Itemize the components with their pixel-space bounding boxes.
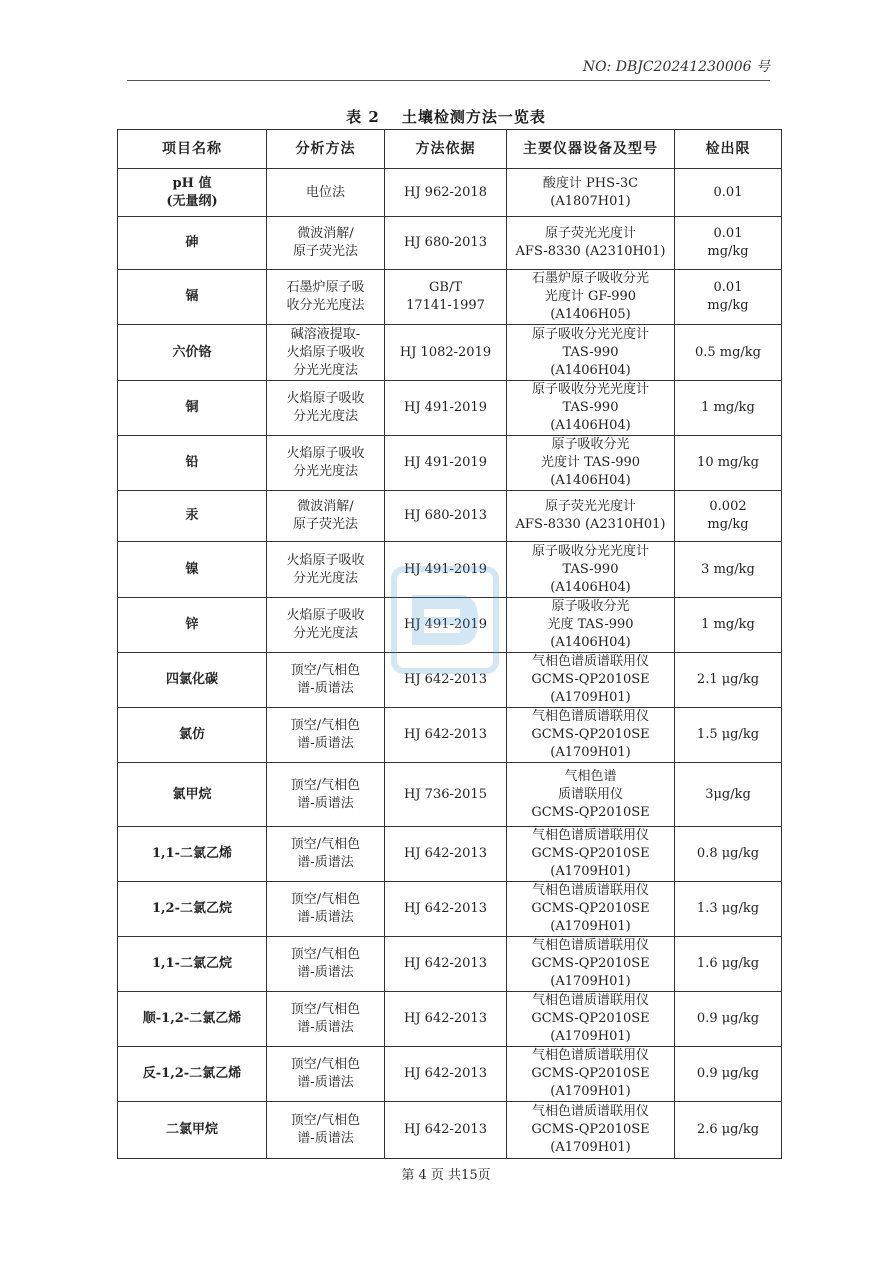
cell-line: AFS-8330 (A2310H01)	[515, 517, 666, 532]
cell-line: 0.01	[713, 184, 743, 200]
cell-line: 顶空/气相色	[290, 947, 361, 962]
cell-line: 气相色谱质谱联用仪	[531, 883, 649, 898]
item-name-cell	[118, 763, 267, 827]
cell-line: 电位法	[305, 184, 345, 200]
cell-line: HJ 491-2019	[404, 617, 487, 632]
cell-line: 六价铬	[172, 344, 212, 360]
item-name-cell	[118, 436, 267, 491]
item-name-cell	[118, 217, 267, 270]
table-title	[0, 106, 892, 127]
instrument-cell	[507, 491, 675, 542]
table-number: 表 2	[346, 108, 380, 126]
cell-line: GCMS-QP2010SE	[531, 846, 650, 861]
cell-line: (A1709H01)	[550, 919, 631, 934]
table-row	[118, 270, 782, 325]
cell-line: 原子吸收分光光度计	[531, 543, 649, 559]
cell-line: 火焰原子吸收	[286, 344, 365, 360]
cell-line: HJ 642-2013	[404, 1066, 487, 1081]
basis-cell	[385, 763, 507, 827]
basis-cell	[385, 169, 507, 217]
cell-line: mg/kg	[707, 517, 749, 532]
instrument-cell	[507, 381, 675, 436]
cell-line: 谱-质谱法	[297, 795, 354, 811]
cell-line: (A1709H01)	[550, 1029, 631, 1044]
table-row	[118, 491, 782, 542]
cell-line: 0.8 μg/kg	[696, 846, 760, 861]
instrument-cell	[507, 708, 675, 763]
instrument-cell	[507, 992, 675, 1047]
column-header: 主要仪器设备及型号	[507, 130, 675, 169]
column-header: 检出限	[675, 130, 782, 169]
cell-line: 3μg/kg	[705, 786, 751, 802]
cell-line: 石墨炉原子吸收分光	[531, 271, 649, 286]
cell-line: 1,1-二氯乙烯	[151, 846, 232, 861]
cell-line: GCMS-QP2010SE	[531, 901, 650, 916]
detection-limit-cell	[675, 653, 782, 708]
cell-line: 谱-质谱法	[297, 855, 354, 870]
cell-line: HJ 642-2013	[404, 1011, 487, 1026]
basis-cell	[385, 653, 507, 708]
cell-line: 气相色谱质谱联用仪	[531, 654, 649, 669]
cell-line: 石墨炉原子吸	[286, 280, 365, 295]
cell-line: 氯甲烷	[172, 786, 212, 802]
cell-line: (A1709H01)	[550, 745, 631, 760]
cell-line: 0.9 μg/kg	[696, 1066, 760, 1081]
page-footer: 第 4 页 共15页	[401, 1168, 491, 1183]
cell-line: TAS-990	[562, 561, 619, 577]
method-cell	[267, 491, 385, 542]
cell-line: 火焰原子吸收	[286, 391, 365, 406]
cell-line: 0.5 mg/kg	[694, 344, 762, 360]
cell-line: 谱-质谱法	[297, 1075, 354, 1090]
cell-line: 顶空/气相色	[290, 1113, 361, 1128]
cell-line: 分光光度法	[292, 362, 358, 378]
cell-line: (A1406H04)	[550, 473, 631, 488]
instrument-cell	[507, 169, 675, 217]
table-row	[118, 1102, 782, 1159]
method-cell	[267, 381, 385, 436]
cell-line: 气相色谱质谱联用仪	[531, 938, 649, 953]
method-cell	[267, 598, 385, 653]
method-cell	[267, 1047, 385, 1102]
instrument-cell	[507, 763, 675, 827]
cell-line: 气相色谱质谱联用仪	[531, 1048, 649, 1063]
detection-limit-cell	[675, 217, 782, 270]
cell-line: 气相色谱质谱联用仪	[531, 1104, 649, 1119]
table-header-row	[118, 130, 782, 169]
instrument-cell	[507, 598, 675, 653]
method-cell	[267, 992, 385, 1047]
item-name-cell	[118, 1102, 267, 1159]
detection-limit-cell	[675, 325, 782, 381]
cell-line: HJ 642-2013	[404, 1122, 487, 1137]
cell-line: HJ 642-2013	[404, 846, 487, 861]
table-row	[118, 763, 782, 827]
cell-line: HJ 491-2019	[404, 400, 487, 415]
detection-limit-cell	[675, 882, 782, 937]
cell-line: 二氯甲烷	[165, 1122, 218, 1137]
cell-line: GCMS-QP2010SE	[531, 956, 650, 971]
method-cell	[267, 882, 385, 937]
method-cell	[267, 1102, 385, 1159]
cell-line: 1.6 μg/kg	[696, 956, 760, 971]
cell-line: 10 mg/kg	[697, 455, 759, 470]
detection-limit-cell	[675, 598, 782, 653]
table-row	[118, 217, 782, 270]
cell-line: mg/kg	[707, 244, 749, 259]
cell-line: HJ 736-2015	[404, 786, 487, 802]
cell-line: 分光光度法	[292, 570, 358, 586]
cell-line: 原子荧光光度计	[544, 499, 636, 514]
table-row	[118, 882, 782, 937]
cell-line: mg/kg	[707, 298, 749, 313]
detection-limit-cell	[675, 270, 782, 325]
method-cell	[267, 827, 385, 882]
table-row	[118, 598, 782, 653]
basis-cell	[385, 542, 507, 598]
cell-line: 顶空/气相色	[290, 663, 361, 678]
detection-limit-cell	[675, 1102, 782, 1159]
cell-line: 原子吸收分光	[551, 599, 630, 614]
instrument-cell	[507, 542, 675, 598]
item-name-cell	[118, 381, 267, 436]
cell-line: 0.01	[713, 280, 743, 295]
basis-cell	[385, 882, 507, 937]
table-row	[118, 827, 782, 882]
cell-line: 铜	[185, 400, 199, 415]
cell-line: (A1406H04)	[550, 579, 631, 595]
detection-limit-cell	[675, 381, 782, 436]
cell-line: (A1709H01)	[550, 1084, 631, 1099]
instrument-cell	[507, 653, 675, 708]
cell-line: 火焰原子吸收	[286, 446, 365, 461]
cell-line: GCMS-QP2010SE	[531, 1066, 650, 1081]
cell-line: 质谱联用仪	[557, 786, 623, 802]
basis-cell	[385, 937, 507, 992]
cell-line: 顶空/气相色	[290, 718, 361, 733]
cell-line: 2.1 μg/kg	[696, 672, 760, 687]
cell-line: 0.9 μg/kg	[696, 1011, 760, 1026]
cell-line: 光度计 TAS-990	[540, 455, 641, 470]
basis-cell	[385, 1102, 507, 1159]
cell-line: GCMS-QP2010SE	[531, 1122, 650, 1137]
item-name-cell	[118, 1047, 267, 1102]
table-row	[118, 1047, 782, 1102]
cell-line: 谱-质谱法	[297, 736, 354, 751]
method-cell	[267, 325, 385, 381]
basis-cell	[385, 1047, 507, 1102]
basis-cell	[385, 827, 507, 882]
cell-line: HJ 642-2013	[404, 901, 487, 916]
cell-line: 顶空/气相色	[290, 837, 361, 852]
cell-line: 原子荧光光度计	[544, 226, 636, 241]
cell-line: 原子吸收分光光度计	[531, 326, 649, 342]
cell-line: 汞	[185, 508, 199, 523]
cell-line: 谱-质谱法	[297, 1131, 354, 1146]
detection-limit-cell	[675, 708, 782, 763]
basis-cell	[385, 598, 507, 653]
cell-line: TAS-990	[562, 344, 619, 360]
basis-cell	[385, 217, 507, 270]
cell-line: 0.01	[713, 226, 743, 241]
cell-line: (A1807H01)	[550, 193, 631, 209]
cell-line: 顶空/气相色	[290, 1002, 361, 1017]
detection-limit-cell	[675, 436, 782, 491]
instrument-cell	[507, 937, 675, 992]
detection-limit-cell	[675, 491, 782, 542]
cell-line: 原子吸收分光光度计	[531, 382, 649, 397]
basis-cell	[385, 270, 507, 325]
item-name-cell	[118, 542, 267, 598]
cell-line: 分光光度法	[292, 464, 358, 479]
cell-line: TAS-990	[562, 400, 619, 415]
header-divider	[127, 80, 770, 81]
cell-line: 0.002	[709, 499, 747, 514]
cell-line: HJ 491-2019	[404, 455, 487, 470]
cell-line: HJ 962-2018	[404, 184, 487, 200]
method-cell	[267, 169, 385, 217]
cell-line: AFS-8330 (A2310H01)	[515, 244, 666, 259]
basis-cell	[385, 708, 507, 763]
cell-line: 1 mg/kg	[701, 617, 755, 632]
cell-line: 1,2-二氯乙烷	[151, 901, 232, 916]
table-row	[118, 169, 782, 217]
cell-line: 顶空/气相色	[290, 892, 361, 907]
item-name-cell	[118, 325, 267, 381]
instrument-cell	[507, 1047, 675, 1102]
detection-limit-cell	[675, 937, 782, 992]
method-cell	[267, 708, 385, 763]
cell-line: 原子荧光法	[292, 517, 358, 532]
cell-line: 分光光度法	[292, 409, 358, 424]
cell-line: HJ 1082-2019	[399, 344, 492, 360]
item-name-cell	[118, 708, 267, 763]
cell-line: HJ 642-2013	[404, 672, 487, 687]
table-body	[118, 169, 782, 1159]
cell-line: 锌	[185, 617, 199, 632]
table-title-text: 土壤检测方法一览表	[401, 108, 546, 126]
cell-line: 原子荧光法	[292, 244, 358, 259]
method-cell	[267, 653, 385, 708]
cell-line: 顶空/气相色	[290, 777, 361, 793]
cell-line: 收分光光度法	[286, 298, 365, 313]
item-name-cell	[118, 653, 267, 708]
item-name-cell	[118, 270, 267, 325]
cell-line: 砷	[185, 235, 199, 250]
basis-cell	[385, 992, 507, 1047]
cell-line: 3 mg/kg	[701, 561, 755, 577]
cell-line: 光度计 GF-990	[544, 289, 637, 304]
item-name-cell	[118, 491, 267, 542]
cell-line: 气相色谱质谱联用仪	[531, 828, 649, 843]
cell-line: GB/T	[429, 280, 462, 295]
cell-line: 微波消解/	[297, 226, 354, 241]
basis-cell	[385, 325, 507, 381]
cell-line: HJ 680-2013	[404, 235, 487, 250]
table-row	[118, 542, 782, 598]
item-name-cell	[118, 827, 267, 882]
method-cell	[267, 763, 385, 827]
cell-line: (A1709H01)	[550, 864, 631, 879]
cell-line: (A1406H04)	[550, 362, 631, 378]
detection-limit-cell	[675, 169, 782, 217]
cell-line: 谱-质谱法	[297, 1020, 354, 1035]
table-row	[118, 992, 782, 1047]
cell-line: 光度 TAS-990	[547, 617, 634, 632]
cell-line: GCMS-QP2010SE	[531, 727, 650, 742]
instrument-cell	[507, 436, 675, 491]
item-name-cell	[118, 992, 267, 1047]
instrument-cell	[507, 270, 675, 325]
cell-line: 1,1-二氯乙烷	[151, 956, 232, 971]
method-cell	[267, 436, 385, 491]
table-row	[118, 436, 782, 491]
cell-line: 火焰原子吸收	[286, 608, 365, 623]
cell-line: 氯仿	[178, 727, 205, 742]
instrument-cell	[507, 827, 675, 882]
cell-line: 碱溶液提取-	[290, 326, 361, 342]
cell-line: 铅	[185, 455, 199, 470]
cell-line: GCMS-QP2010SE	[531, 804, 650, 820]
instrument-cell	[507, 1102, 675, 1159]
cell-line: 反-1,2-二氯乙烯	[142, 1066, 242, 1081]
method-cell	[267, 937, 385, 992]
cell-line: 1.5 μg/kg	[696, 727, 760, 742]
cell-line: GCMS-QP2010SE	[531, 672, 650, 687]
item-name-cell	[118, 882, 267, 937]
cell-line: 谱-质谱法	[297, 910, 354, 925]
table-row	[118, 381, 782, 436]
table-row	[118, 708, 782, 763]
method-cell	[267, 217, 385, 270]
cell-line: 2.6 μg/kg	[696, 1122, 760, 1137]
cell-line: 1 mg/kg	[701, 400, 755, 415]
table-row	[118, 325, 782, 381]
cell-line: 1.3 μg/kg	[696, 901, 760, 916]
cell-line: 镍	[185, 561, 199, 577]
cell-line: 气相色谱质谱联用仪	[531, 709, 649, 724]
cell-line: (无量纲)	[166, 193, 218, 209]
cell-line: 四氯化碳	[165, 672, 218, 687]
cell-line: 分光光度法	[292, 626, 358, 641]
cell-line: 气相色谱	[564, 768, 617, 784]
basis-cell	[385, 491, 507, 542]
cell-line: 顶空/气相色	[290, 1057, 361, 1072]
instrument-cell	[507, 882, 675, 937]
detection-limit-cell	[675, 1047, 782, 1102]
basis-cell	[385, 381, 507, 436]
detection-limit-cell	[675, 827, 782, 882]
cell-line: GCMS-QP2010SE	[531, 1011, 650, 1026]
cell-line: (A1709H01)	[550, 974, 631, 989]
method-cell	[267, 542, 385, 598]
cell-line: (A1709H01)	[550, 690, 631, 705]
cell-line: HJ 491-2019	[404, 561, 487, 577]
cell-line: 谱-质谱法	[297, 965, 354, 980]
instrument-cell	[507, 325, 675, 381]
cell-line: HJ 642-2013	[404, 727, 487, 742]
cell-line: 原子吸收分光	[551, 437, 630, 452]
cell-line: 气相色谱质谱联用仪	[531, 993, 649, 1008]
cell-line: 镉	[185, 289, 199, 304]
cell-line: 顺-1,2-二氯乙烯	[142, 1011, 242, 1026]
report-number: NO: DBJC20241230006 号	[582, 59, 770, 75]
column-header: 方法依据	[385, 130, 507, 169]
cell-line: (A1406H05)	[550, 307, 631, 322]
item-name-cell	[118, 169, 267, 217]
cell-line: 微波消解/	[297, 499, 354, 514]
column-header: 项目名称	[118, 130, 267, 169]
detection-limit-cell	[675, 542, 782, 598]
table-row	[118, 937, 782, 992]
cell-line: HJ 642-2013	[404, 956, 487, 971]
item-name-cell	[118, 598, 267, 653]
detection-limit-cell	[675, 992, 782, 1047]
method-cell	[267, 270, 385, 325]
instrument-cell	[507, 217, 675, 270]
methods-table	[117, 129, 782, 1159]
basis-cell	[385, 436, 507, 491]
cell-line: pH 值	[172, 175, 212, 191]
cell-line: 谱-质谱法	[297, 681, 354, 696]
cell-line: 火焰原子吸收	[286, 552, 365, 568]
cell-line: (A1709H01)	[550, 1140, 631, 1155]
cell-line: HJ 680-2013	[404, 508, 487, 523]
column-header: 分析方法	[267, 130, 385, 169]
cell-line: 酸度计 PHS-3C	[542, 175, 639, 191]
detection-limit-cell	[675, 763, 782, 827]
cell-line: 17141-1997	[406, 298, 485, 313]
item-name-cell	[118, 937, 267, 992]
cell-line: (A1406H04)	[550, 418, 631, 433]
table-row	[118, 653, 782, 708]
cell-line: (A1406H04)	[550, 635, 631, 650]
